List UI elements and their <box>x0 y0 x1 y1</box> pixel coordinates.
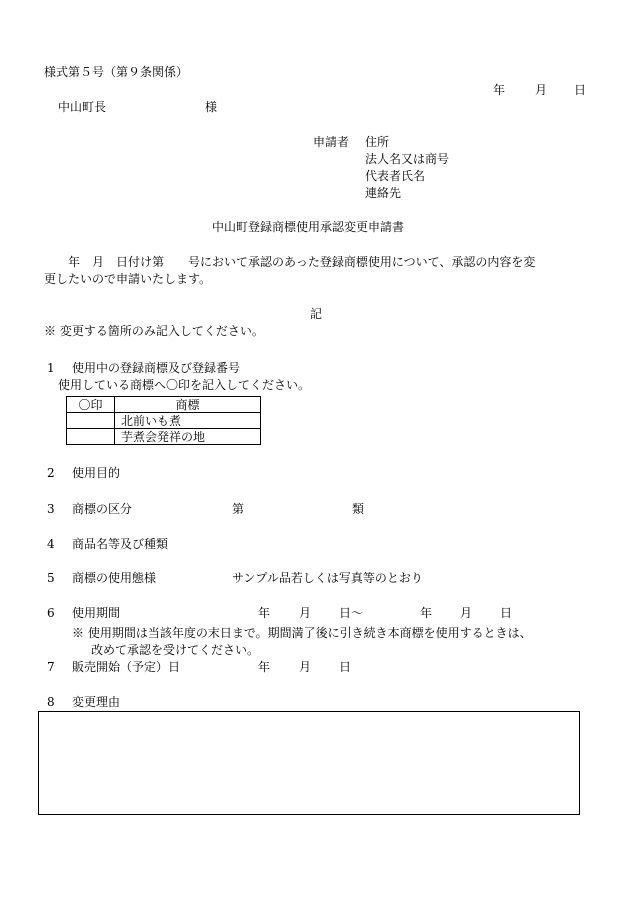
section-5-number: 5 <box>47 571 55 585</box>
period-end-year: 年 <box>420 606 433 620</box>
section-8-label: 変更理由 <box>72 695 121 709</box>
period-end-day: 日 <box>500 606 513 620</box>
sales-start-month: 月 <box>299 660 312 674</box>
section-3-number: 3 <box>47 502 55 516</box>
period-start-month: 月 <box>299 606 312 620</box>
change-reason-box[interactable] <box>38 711 580 815</box>
section-4-label: 商品名等及び種類 <box>72 537 169 551</box>
trademark-name-cell: 北前いも煮 <box>115 413 261 429</box>
section-3-dai: 第 <box>232 502 245 516</box>
period-start-day: 日～ <box>339 606 364 620</box>
addressee-honorific: 様 <box>205 100 218 114</box>
date-day-label: 日 <box>574 83 587 97</box>
table-header-row <box>67 397 261 413</box>
applicant-label: 申請者 <box>313 135 350 149</box>
applicant-contact-field: 連絡先 <box>365 186 402 200</box>
section-1-label: 使用中の登録商標及び登録番号 <box>72 361 241 375</box>
section-6-note-line-2: 改めて承認を受けてください。 <box>91 643 260 657</box>
body-text-line-2: 更したいので申請いたします。 <box>44 272 212 286</box>
date-year-label: 年 <box>493 83 506 97</box>
addressee-name: 中山町長 <box>58 100 107 114</box>
period-end-month: 月 <box>460 606 473 620</box>
sales-start-day: 日 <box>339 660 352 674</box>
ki-heading: 記 <box>310 307 323 321</box>
section-3-rui: 類 <box>352 502 365 516</box>
table-row <box>67 429 261 445</box>
section-1-number: 1 <box>47 361 55 375</box>
section-3-label: 商標の区分 <box>72 502 133 516</box>
applicant-address-field: 住所 <box>365 135 390 149</box>
section-6-label: 使用期間 <box>72 606 121 620</box>
section-7-label: 販売開始（予定）日 <box>72 660 181 674</box>
section-1-instruction: 使用している商標へ〇印を記入してください。 <box>58 378 311 392</box>
section-5-label: 商標の使用態様 <box>72 571 157 585</box>
period-start-year: 年 <box>258 606 271 620</box>
mark-cell[interactable] <box>67 413 115 429</box>
section-2-number: 2 <box>47 466 55 480</box>
section-6-number: 6 <box>47 606 55 620</box>
applicant-representative-field: 代表者氏名 <box>365 169 426 183</box>
trademark-table <box>66 396 261 445</box>
section-7-number: 7 <box>47 660 55 674</box>
body-text-line-1: 年 月 日付け第 号において承認のあった登録商標使用について、承認の内容を変 <box>68 255 536 269</box>
section-4-number: 4 <box>47 537 55 551</box>
table-header-trademark: 商標 <box>115 397 261 413</box>
mark-cell[interactable] <box>67 429 115 445</box>
date-month-label: 月 <box>535 83 548 97</box>
section-8-number: 8 <box>47 695 55 709</box>
section-6-note-line-1: ※ 使用期間は当該年度の末日まで。期間満了後に引き続き本商標を使用するときは、 <box>72 626 532 640</box>
sales-start-year: 年 <box>258 660 271 674</box>
applicant-company-field: 法人名又は商号 <box>365 152 450 166</box>
table-header-mark: 〇印 <box>67 397 115 413</box>
section-2-label: 使用目的 <box>72 466 121 480</box>
change-note: ※ 変更する箇所のみ記入してください。 <box>44 324 264 338</box>
section-5-value: サンプル品若しくは写真等のとおり <box>232 571 423 585</box>
document-title: 中山町登録商標使用承認変更申請書 <box>212 220 405 234</box>
form-number: 様式第５号（第９条関係） <box>44 65 189 79</box>
table-row <box>67 413 261 429</box>
trademark-name-cell: 芋煮会発祥の地 <box>115 429 261 445</box>
